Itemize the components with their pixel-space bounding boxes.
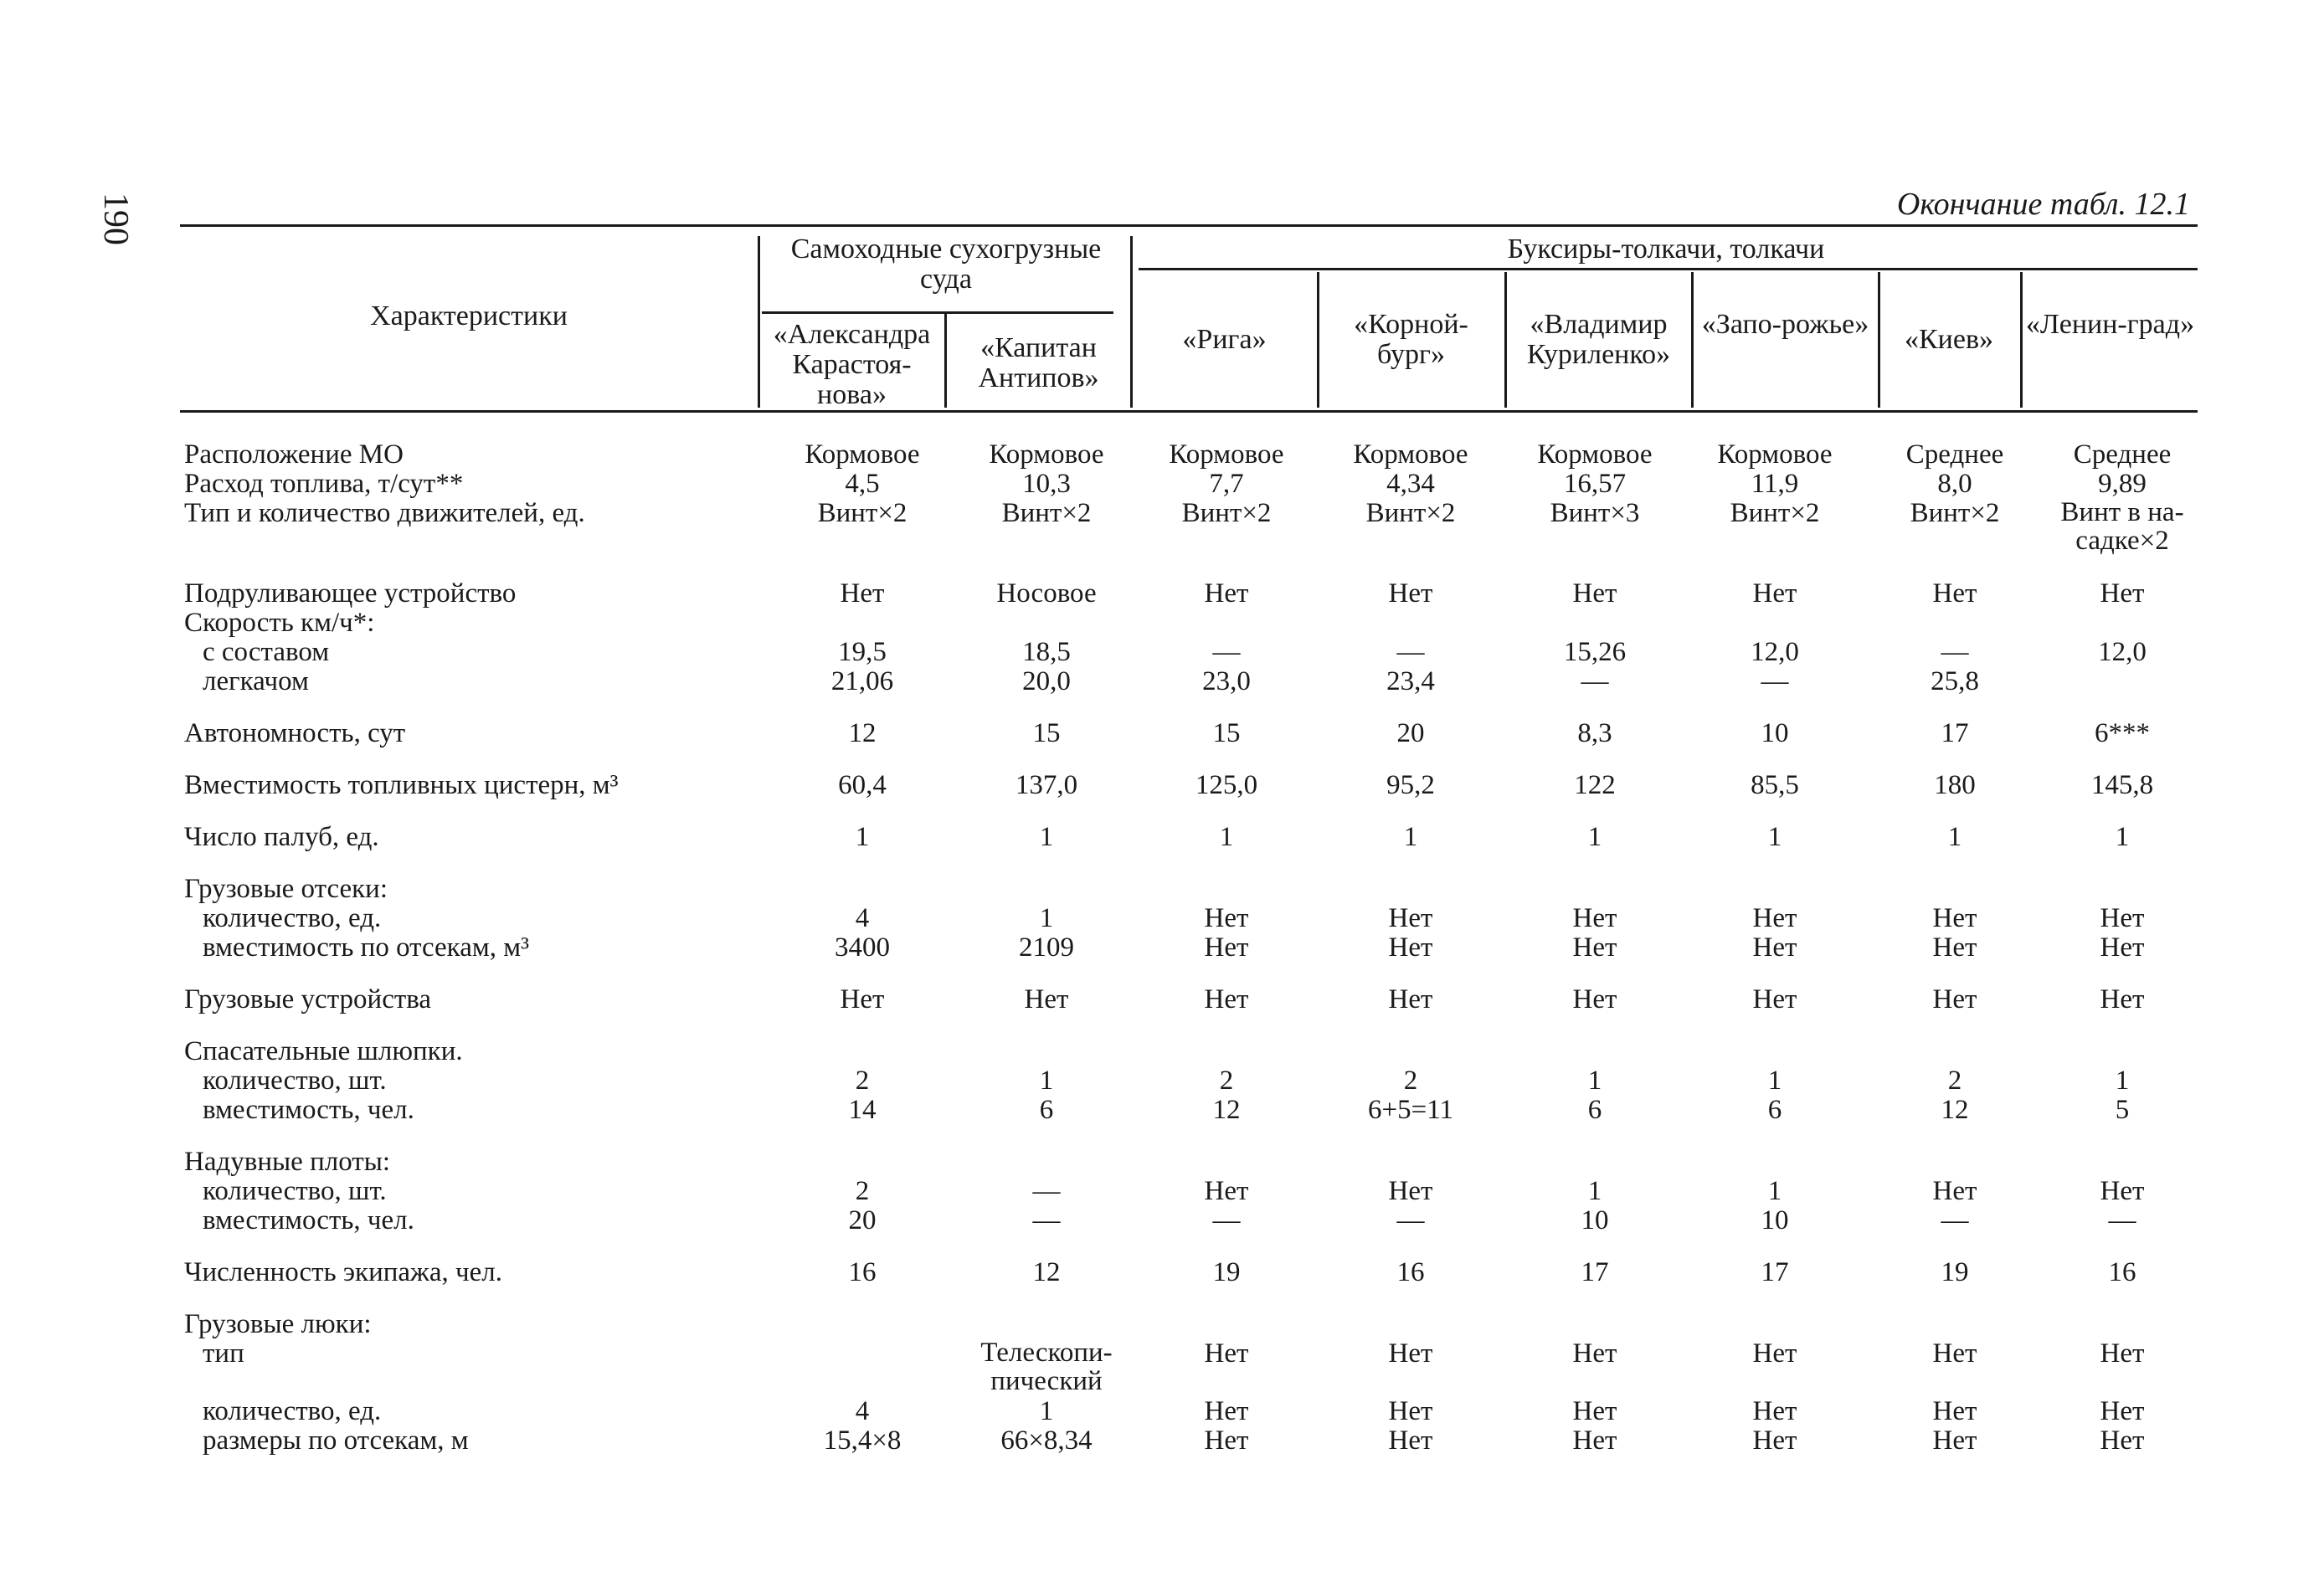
table-cell: 1 [1403, 822, 1418, 852]
top-rule [180, 224, 2198, 227]
table-cell: 125,0 [1195, 770, 1258, 800]
table-cell: 15,26 [1563, 637, 1627, 667]
table-cell: 23,0 [1202, 666, 1251, 696]
table-cell: Кормовое [805, 439, 920, 470]
table-cell: 8,0 [1937, 469, 1972, 499]
table-cell: Винт×2 [1730, 498, 1820, 528]
table-cell: 85,5 [1751, 770, 1799, 800]
table-cell: Нет [1572, 903, 1617, 933]
table-cell: 1 [1767, 1176, 1782, 1206]
table-cell: — [1396, 1205, 1425, 1235]
table-cell: Нет [1752, 984, 1797, 1014]
table-cell: — [1941, 637, 1969, 667]
row-label: количество, шт. [203, 1176, 387, 1206]
column-header: «Владимир Куриленко» [1526, 309, 1671, 370]
table-cell: 4,5 [845, 469, 880, 499]
table-cell: 15 [1212, 718, 1241, 748]
table-cell: — [1761, 666, 1789, 696]
table-cell: 1 [1947, 822, 1962, 852]
table-cell: Нет [840, 984, 885, 1014]
table-cell: Нет [1572, 932, 1617, 963]
table-cell: Нет [2100, 932, 2145, 963]
header-divider [2020, 272, 2023, 408]
table-cell: Нет [2100, 1338, 2145, 1369]
table-cell: — [1212, 1205, 1241, 1235]
row-label: количество, ед. [203, 903, 382, 933]
table-cell: 7,7 [1209, 469, 1244, 499]
table-cell: 21,06 [830, 666, 894, 696]
table-cell: 10 [1581, 1205, 1609, 1235]
table-cell: Нет [1204, 1425, 1249, 1456]
table-cell: 19,5 [838, 637, 887, 667]
table-cell: — [1396, 637, 1425, 667]
table-cell: 12 [848, 718, 877, 748]
table-cell: 12,0 [1751, 637, 1799, 667]
table-cell: Нет [2100, 1176, 2145, 1206]
table-cell: Нет [1752, 903, 1797, 933]
table-cell: 60,4 [838, 770, 887, 800]
table-cell: 6+5=11 [1368, 1095, 1453, 1125]
table-cell: 2 [1219, 1066, 1234, 1096]
table-cell: 1 [1039, 903, 1054, 933]
table-cell: Нет [1572, 1425, 1617, 1456]
row-label: вместимость, чел. [203, 1205, 414, 1235]
table-cell: Нет [2100, 903, 2145, 933]
table-cell: Нет [1752, 1338, 1797, 1369]
column-header: «Ленин-град» [2025, 309, 2195, 340]
header-divider [1130, 236, 1133, 408]
table-cell: 1 [1219, 822, 1234, 852]
column-header: «Капитан Антипов» [978, 332, 1099, 393]
table-cell: 4 [855, 1396, 870, 1426]
table-cell: 10 [1761, 1205, 1789, 1235]
table-cell: — [1032, 1205, 1061, 1235]
table-cell: Нет [840, 578, 885, 609]
table-cell: Среднее [1905, 439, 2004, 470]
table-cell: 12 [1032, 1257, 1061, 1287]
table-cell: Нет [1388, 932, 1433, 963]
row-label: легкачом [203, 666, 309, 696]
table-cell: Нет [1932, 1425, 1977, 1456]
table-cell: Нет [1388, 578, 1433, 609]
table-cell: Нет [1752, 1425, 1797, 1456]
table-cell: — [1941, 1205, 1969, 1235]
row-label: Расположение МО [184, 439, 404, 470]
table-cell: 17 [1581, 1257, 1609, 1287]
table-cell: 20,0 [1022, 666, 1071, 696]
table-cell: 95,2 [1386, 770, 1435, 800]
row-label: с составом [203, 637, 330, 667]
table-cell: 16 [848, 1257, 877, 1287]
table-cell: 1 [1039, 1066, 1054, 1096]
row-label: Численность экипажа, чел. [184, 1257, 502, 1287]
table-cell: 8,3 [1577, 718, 1612, 748]
row-label: вместимость по отсекам, м³ [203, 932, 530, 963]
table-cell: Нет [1388, 1425, 1433, 1456]
table-cell: — [1032, 1176, 1061, 1206]
table-cell: Винт×2 [1181, 498, 1272, 528]
table-cell: Нет [1932, 1338, 1977, 1369]
table-cell: Нет [1932, 932, 1977, 963]
table-cell: 9,89 [2098, 469, 2147, 499]
header-bottom-rule [180, 410, 2198, 413]
table-cell: 1 [1587, 1066, 1602, 1096]
table-cell: Нет [2100, 1425, 2145, 1456]
table-cell: 1 [1039, 1396, 1054, 1426]
table-cell: Нет [1204, 984, 1249, 1014]
table-cell: 1 [855, 822, 870, 852]
table-cell: 16 [1396, 1257, 1425, 1287]
table-cell: Нет [1572, 578, 1617, 609]
table-cell: 14 [848, 1095, 877, 1125]
row-label: Вместимость топливных цистерн, м³ [184, 770, 619, 800]
header-divider [1504, 272, 1507, 408]
header-divider [1691, 272, 1694, 408]
table-cell: Нет [1204, 1396, 1249, 1426]
column-header: «Рига» [1182, 324, 1267, 355]
table-cell: 17 [1761, 1257, 1789, 1287]
table-cell: Нет [1932, 1396, 1977, 1426]
column-header: «Киев» [1904, 324, 1994, 355]
table-cell: Кормовое [1169, 439, 1284, 470]
table-cell: — [1212, 637, 1241, 667]
table-cell: 2 [1403, 1066, 1418, 1096]
table-cell: Нет [1024, 984, 1069, 1014]
row-label: Автономность, сут [184, 718, 406, 748]
table-cell: — [1581, 666, 1609, 696]
table-cell: 6 [1039, 1095, 1054, 1125]
row-label: Надувные плоты: [184, 1147, 391, 1177]
row-label: вместимость, чел. [203, 1095, 414, 1125]
header-divider [944, 314, 947, 408]
table-cell: Нет [1388, 1176, 1433, 1206]
table-cell: Винт×2 [1001, 498, 1092, 528]
table-cell: 12 [1212, 1095, 1241, 1125]
table-cell: 1 [2115, 822, 2130, 852]
table-cell: 137,0 [1015, 770, 1078, 800]
header-divider [1878, 272, 1880, 408]
table-cell: 23,4 [1386, 666, 1435, 696]
table-cell: 2 [855, 1176, 870, 1206]
table-cell: Кормовое [989, 439, 1104, 470]
column-header: «Корной-бург» [1354, 309, 1468, 370]
row-label: Спасательные шлюпки. [184, 1036, 463, 1066]
table-cell: 2 [1947, 1066, 1962, 1096]
page-number: 190 [96, 193, 135, 245]
table-cell: 66×8,34 [1000, 1425, 1093, 1456]
row-label: тип [203, 1338, 244, 1369]
table-cell: 10,3 [1022, 469, 1071, 499]
table-cell: Нет [1932, 1176, 1977, 1206]
table-cell: — [2108, 1205, 2136, 1235]
table-cell: Винт×2 [817, 498, 907, 528]
column-header: «Александра Карастоя-нова» [773, 319, 931, 410]
header-group-tugs: Буксиры-толкачи, толкачи [1507, 234, 1825, 265]
header-divider [758, 236, 760, 408]
table-cell: Кормовое [1717, 439, 1833, 470]
header-divider [1139, 268, 2198, 270]
row-label: Грузовые люки: [184, 1309, 372, 1339]
table-cell: 19 [1212, 1257, 1241, 1287]
table-cell: 4 [855, 903, 870, 933]
table-cell: 2109 [1019, 932, 1074, 963]
header-divider [762, 311, 1113, 314]
row-label: Число палуб, ед. [184, 822, 379, 852]
table-cell: 1 [2115, 1066, 2130, 1096]
table-caption: Окончание табл. 12.1 [1896, 187, 2190, 222]
table-cell: 10 [1761, 718, 1789, 748]
table-cell: Нет [2100, 984, 2145, 1014]
row-label: Расход топлива, т/сут** [184, 469, 464, 499]
table-cell: 145,8 [2090, 770, 2154, 800]
row-label: размеры по отсекам, м [203, 1425, 469, 1456]
table-cell: Среднее [2073, 439, 2172, 470]
header-characteristics: Характеристики [370, 300, 568, 331]
table-cell: 2 [855, 1066, 870, 1096]
table-cell: Нет [1932, 984, 1977, 1014]
table-cell: Нет [1572, 1396, 1617, 1426]
table-cell: Нет [1932, 578, 1977, 609]
table-cell: Нет [1204, 932, 1249, 963]
table-cell: Винт×2 [1365, 498, 1456, 528]
table-cell: 20 [1396, 718, 1425, 748]
header-divider [1317, 272, 1319, 408]
table-cell: Нет [1388, 1338, 1433, 1369]
table-cell: Нет [1204, 1338, 1249, 1369]
header-group-cargo: Самоходные сухогрузные суда [790, 234, 1102, 295]
table-cell: 4,34 [1386, 469, 1435, 499]
table-cell: 12 [1941, 1095, 1969, 1125]
table-cell: Винт в на-садке×2 [2060, 497, 2184, 556]
table-cell: 122 [1574, 770, 1616, 800]
table-cell: 16 [2108, 1257, 2136, 1287]
table-cell: Нет [1572, 1338, 1617, 1369]
table-cell: 1 [1767, 822, 1782, 852]
table-cell: 1 [1587, 822, 1602, 852]
column-header: «Запо-рожье» [1701, 309, 1869, 340]
table-cell: Нет [1388, 903, 1433, 933]
table-cell: Нет [1752, 1396, 1797, 1426]
table-cell: Винт×2 [1910, 498, 2000, 528]
table-cell: 180 [1934, 770, 1976, 800]
table-cell: 1 [1767, 1066, 1782, 1096]
row-label: Подруливающее устройство [184, 578, 517, 609]
table-cell: Нет [1388, 984, 1433, 1014]
table-cell: 1 [1587, 1176, 1602, 1206]
table-cell: Винт×3 [1550, 498, 1640, 528]
table-cell: 1 [1039, 822, 1054, 852]
table-cell: 16,57 [1563, 469, 1627, 499]
table-cell: 20 [848, 1205, 877, 1235]
row-label: Грузовые устройства [184, 984, 432, 1014]
table-cell: 12,0 [2098, 637, 2147, 667]
table-cell: Нет [1932, 903, 1977, 933]
table-cell: Нет [2100, 578, 2145, 609]
table-cell: 6 [1767, 1095, 1782, 1125]
table-cell: 25,8 [1931, 666, 1979, 696]
table-cell: Телескопи-пический [980, 1338, 1113, 1396]
table-cell: Нет [1572, 984, 1617, 1014]
table-cell: Нет [1388, 1396, 1433, 1426]
row-label: количество, шт. [203, 1066, 387, 1096]
table-cell: Носовое [996, 578, 1097, 609]
row-label: количество, ед. [203, 1396, 382, 1426]
table-cell: 6*** [2095, 718, 2150, 748]
table-cell: Нет [1752, 932, 1797, 963]
table-cell: Кормовое [1537, 439, 1653, 470]
table-cell: Нет [2100, 1396, 2145, 1426]
row-label: Скорость км/ч*: [184, 608, 375, 638]
table-cell: Нет [1752, 578, 1797, 609]
table-cell: 19 [1941, 1257, 1969, 1287]
table-cell: 17 [1941, 718, 1969, 748]
table-cell: 15 [1032, 718, 1061, 748]
row-label: Грузовые отсеки: [184, 874, 388, 904]
table-cell: Нет [1204, 1176, 1249, 1206]
table-cell: 5 [2115, 1095, 2130, 1125]
table-cell: 3400 [835, 932, 890, 963]
table-cell: 11,9 [1751, 469, 1799, 499]
row-label: Тип и количество движителей, ед. [184, 498, 585, 528]
table-cell: 6 [1587, 1095, 1602, 1125]
table-cell: 18,5 [1022, 637, 1071, 667]
table-cell: 15,4×8 [823, 1425, 902, 1456]
table-cell: Кормовое [1353, 439, 1468, 470]
table-cell: Нет [1204, 903, 1249, 933]
table-cell: Нет [1204, 578, 1249, 609]
